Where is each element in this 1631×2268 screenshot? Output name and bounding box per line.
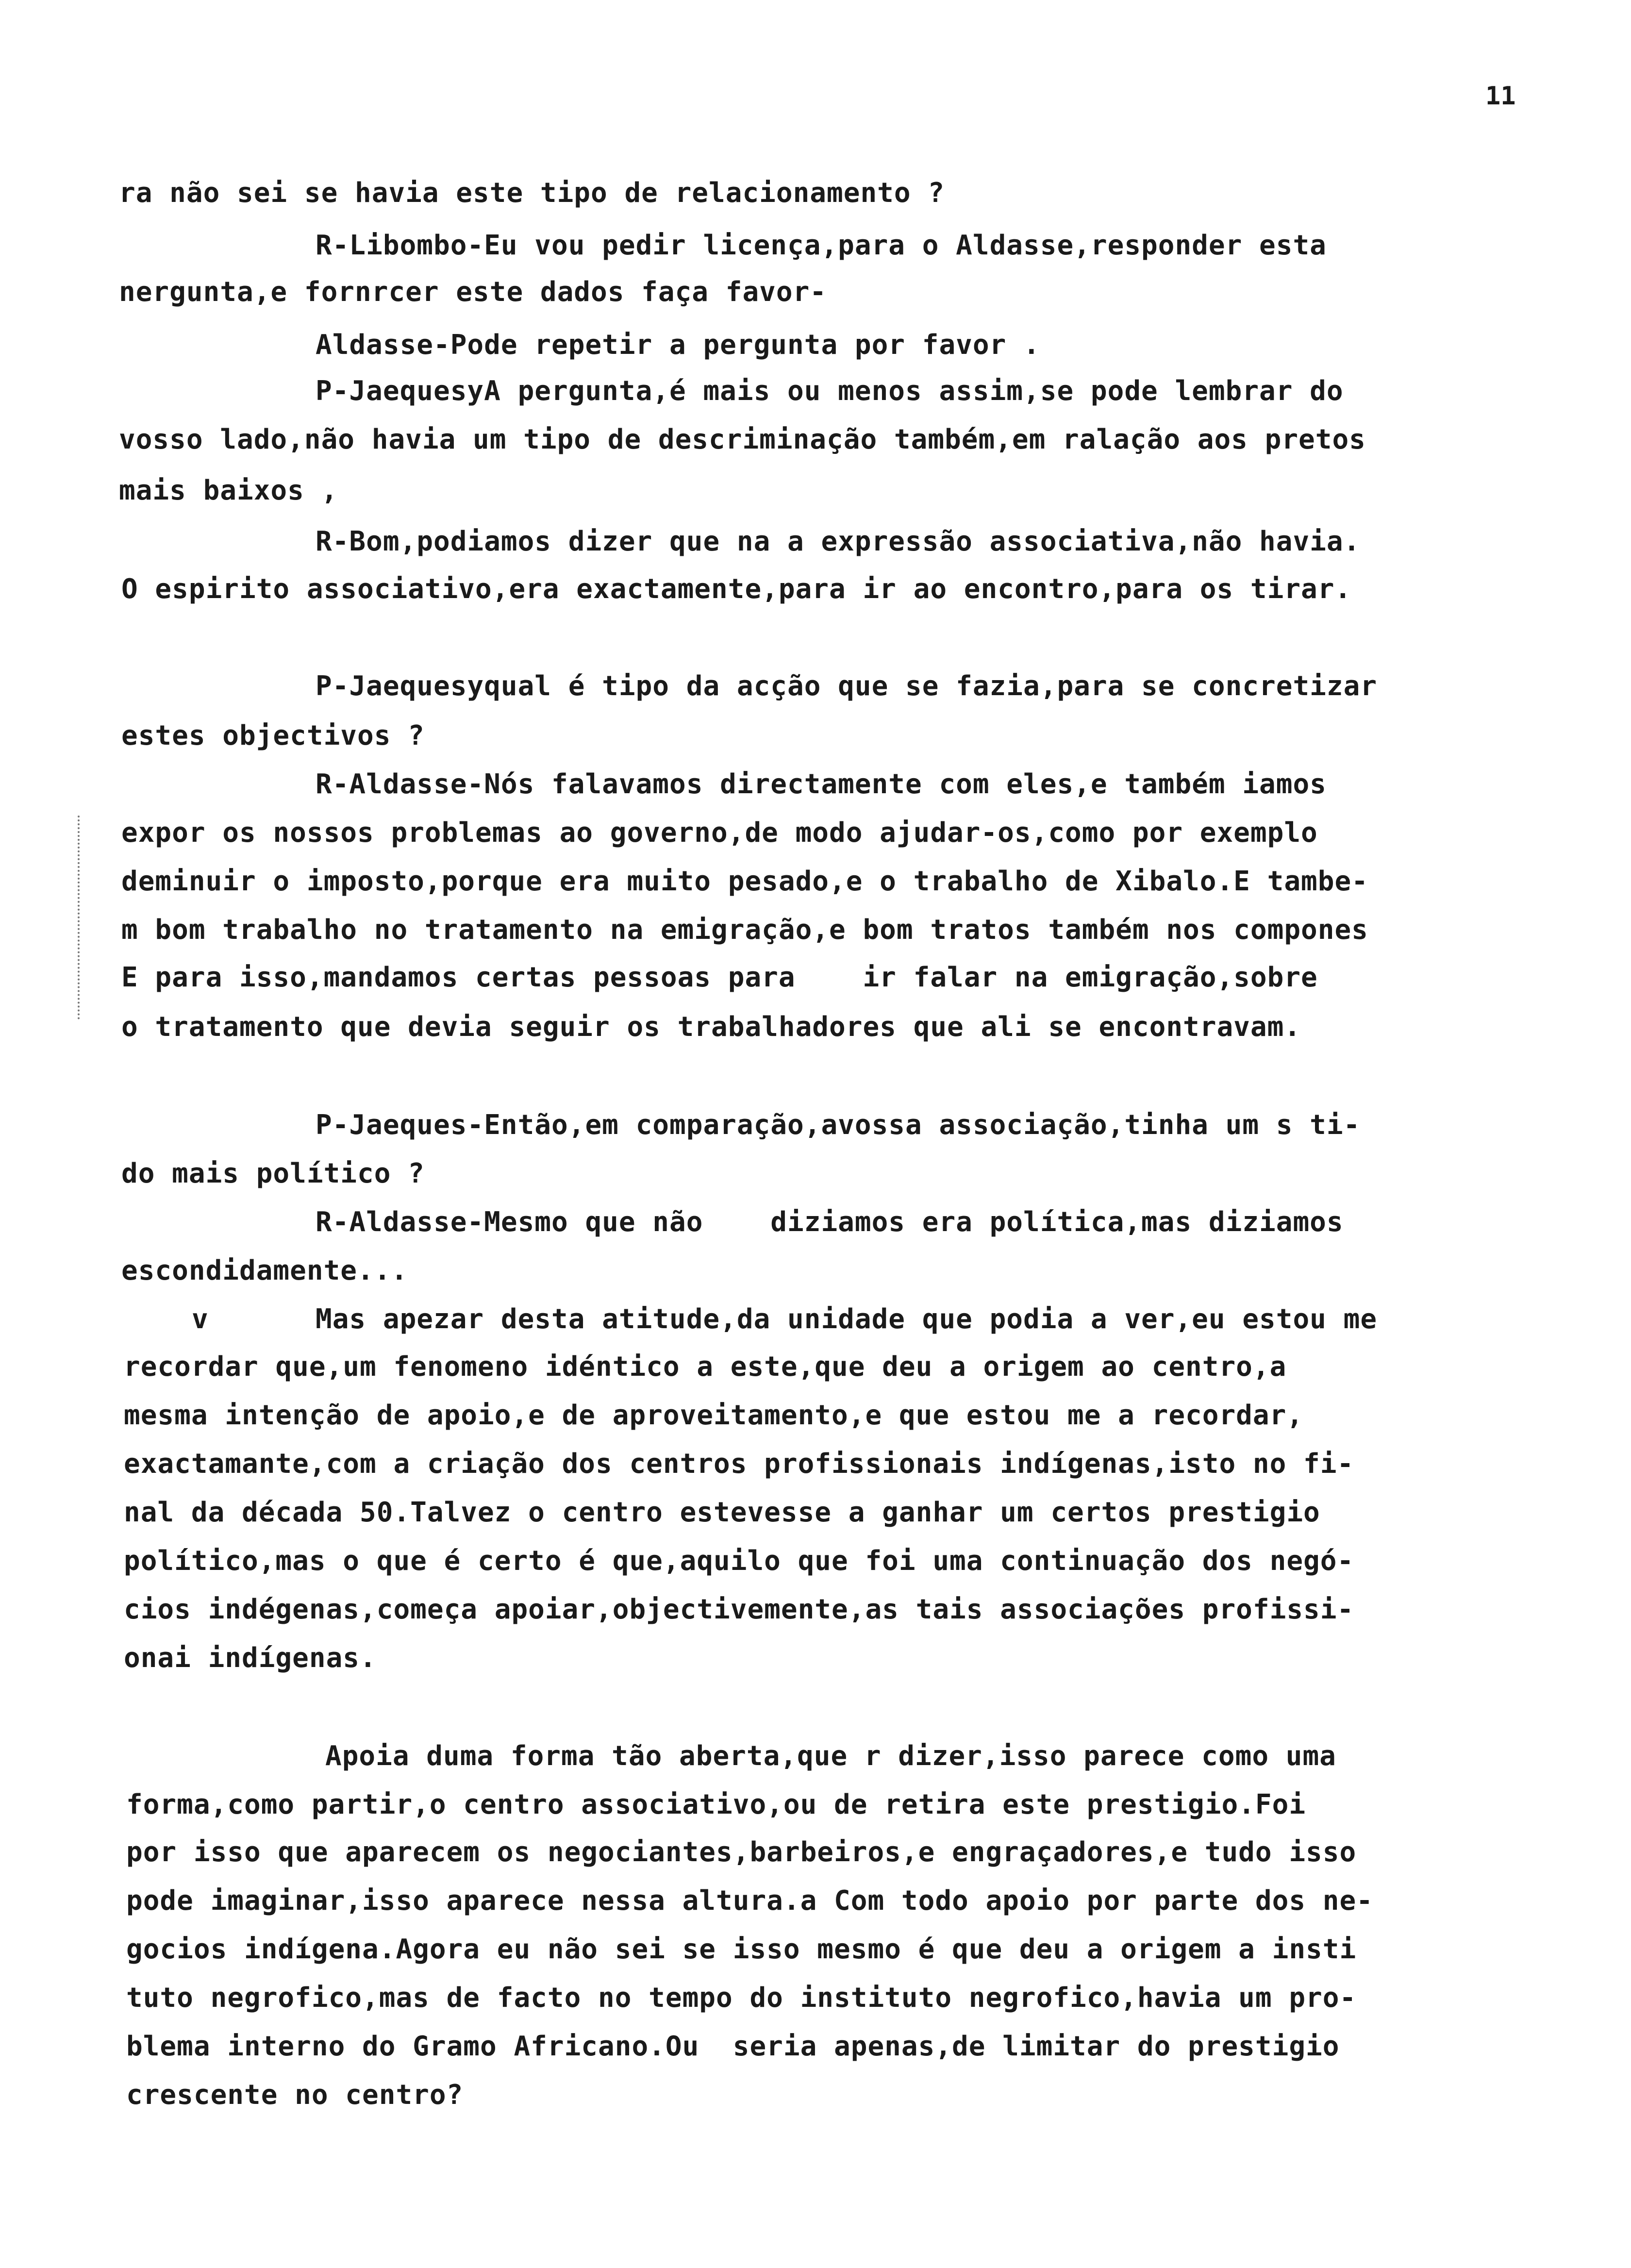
text-line: escondidamente...: [121, 1255, 408, 1286]
text-line: P-Jaeques-Então,em comparação,avossa associação,tinha um s ti-: [316, 1109, 1361, 1141]
text-line: por isso que aparecem os negociantes,barbeiros,e engraçadores,e tudo isso: [126, 1836, 1357, 1868]
page-number: 11: [1485, 82, 1516, 111]
text-line: R-Aldasse-Nós falavamos directamente com eles,e também iamos: [316, 768, 1327, 800]
text-line: o tratamento que devia seguir os trabalhadores que ali se encontravam.: [121, 1011, 1301, 1043]
text-line: estes objectivos ?: [121, 720, 425, 751]
text-line: Apoia duma forma tão aberta,que r dizer,isso parece como uma: [325, 1740, 1336, 1772]
text-line: do mais político ?: [121, 1158, 425, 1189]
text-line: Aldasse-Pode repetir a pergunta por favor .: [316, 329, 1040, 361]
text-line: forma,como partir,o centro associativo,ou de retira este prestigio.Foi: [126, 1789, 1306, 1820]
text-line: cios indégenas,começa apoiar,objectivemente,as tais associações profissi-: [124, 1594, 1354, 1625]
text-line: m bom trabalho no tratamento na emigração,e bom tratos também nos compones: [121, 914, 1368, 946]
text-line: expor os nossos problemas ao governo,de modo ajudar-os,como por exemplo: [121, 817, 1318, 849]
text-line: v: [192, 1303, 209, 1335]
text-line: político,mas o que é certo é que,aquilo que foi uma continuação dos negó-: [124, 1545, 1354, 1577]
margin-mark: [78, 816, 82, 1019]
text-line: O espirito associativo,era exactamente,para ir ao encontro,para os tirar.: [121, 573, 1352, 605]
text-line: Mas apezar desta atitude,da unidade que podia a ver,eu estou me: [316, 1303, 1378, 1335]
text-line: exactamante,com a criação dos centros profissionais indígenas,isto no fi-: [124, 1448, 1354, 1480]
text-line: recordar que,um fenomeno idéntico a este,que deu a origem ao centro,a: [124, 1351, 1287, 1383]
text-line: tuto negrofico,mas de facto no tempo do instituto negrofico,havia um pro-: [126, 1982, 1357, 2014]
text-line: P-JaequesyA pergunta,é mais ou menos assim,se pode lembrar do: [316, 375, 1344, 407]
text-line: ra não sei se havia este tipo de relacionamento ?: [119, 177, 945, 209]
text-line: gocios indígena.Agora eu não sei se isso mesmo é que deu a origem a insti: [126, 1934, 1357, 1965]
text-line: mais baixos ,: [119, 475, 338, 506]
text-line: nal da década 50.Talvez o centro estevesse a ganhar um certos prestigio: [124, 1497, 1320, 1528]
text-line: E para isso,mandamos certas pessoas para ir falar na emigração,sobre: [121, 962, 1318, 993]
text-line: R-Bom,podiamos dizer que na a expressão associativa,não havia.: [316, 526, 1361, 557]
text-line: pode imaginar,isso aparece nessa altura.a Com todo apoio por parte dos ne-: [126, 1885, 1373, 1917]
text-line: mesma intenção de apoio,e de aproveitamento,e que estou me a recordar,: [124, 1400, 1304, 1431]
text-line: crescente no centro?: [126, 2079, 464, 2111]
text-line: blema interno do Gramo Africano.Ou seria apenas,de limitar do prestigio: [126, 2031, 1340, 2062]
text-line: R-Libombo-Eu vou pedir licença,para o Aldasse,responder esta: [316, 230, 1327, 261]
text-line: deminuir o imposto,porque era muito pesado,e o trabalho de Xibalo.E tambe-: [121, 866, 1368, 897]
text-line: P-Jaequesyqual é tipo da acção que se fazia,para se concretizar: [316, 670, 1378, 702]
text-line: R-Aldasse-Mesmo que não diziamos era política,mas diziamos: [316, 1206, 1344, 1238]
text-line: vosso lado,não havia um tipo de descriminação também,em ralação aos pretos: [119, 424, 1366, 455]
text-line: nergunta,e fornrcer este dados faça favor-: [119, 276, 827, 308]
text-line: onai indígenas.: [124, 1642, 377, 1674]
